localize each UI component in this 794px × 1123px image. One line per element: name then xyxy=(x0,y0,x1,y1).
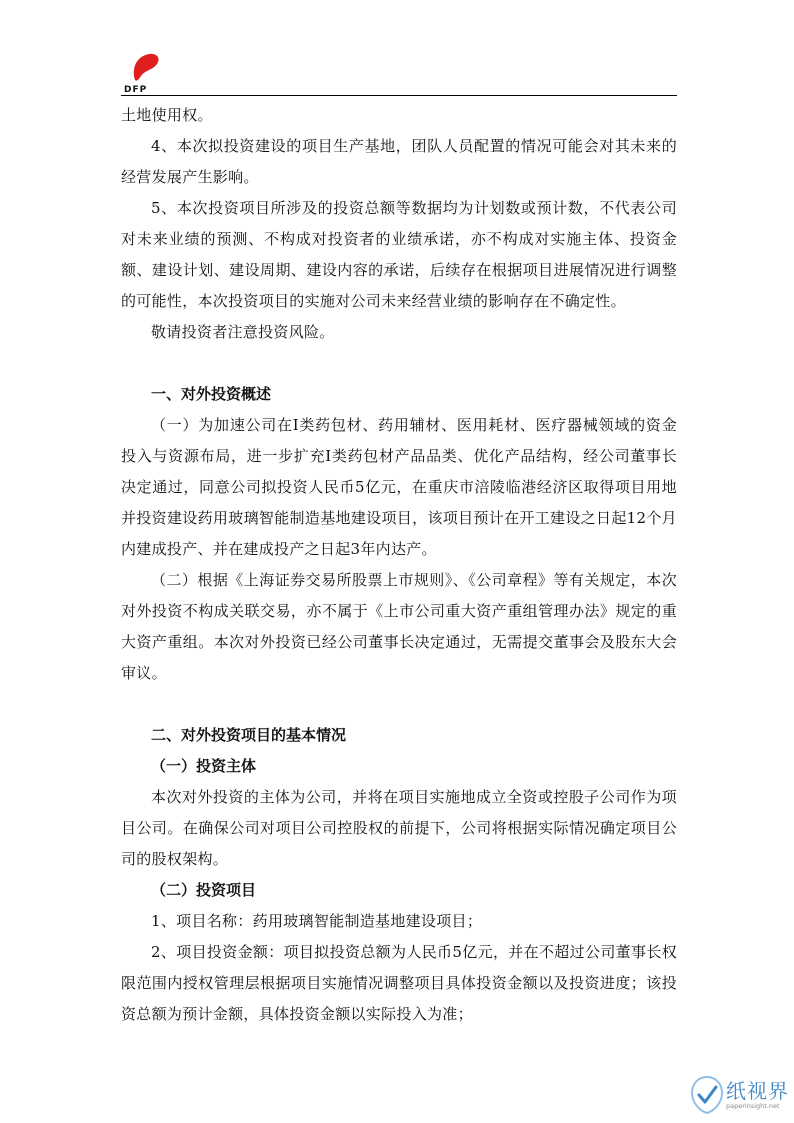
paragraph: 5、本次投资项目所涉及的投资总额等数据均为计划数或预计数，不代表公司对未来业绩的预测、不构成对投资者的业绩承诺，亦不构成对实施主体、投资金额、建设计划、建设周期、建设内容的承诺，后续存在根据项目进展情况进行调整的可能性，本次投资项目的实施对公司未来经营业绩的影响存在不确定性。 xyxy=(121,199,677,310)
paragraph: 敬请投资者注意投资风险。 xyxy=(151,323,335,341)
header-rule xyxy=(121,95,677,96)
paragraph: 2、项目投资金额：项目拟投资总额为人民币5亿元，并在不超过公司董事长权限范围内授权管理层根据项目实施情况调整项目具体投资金额以及投资进度；该投资总额为预计金额，具体投资金额以实际投入为准； xyxy=(121,943,677,1023)
section-heading: 二、对外投资项目的基本情况 xyxy=(151,726,347,744)
section-heading: 一、对外投资概述 xyxy=(151,385,272,403)
watermark-url: paperinsight.net xyxy=(726,1102,780,1110)
subsection-heading: （一）投资主体 xyxy=(151,757,257,775)
page-header xyxy=(121,50,677,96)
paragraph: （二）根据《上海证券交易所股票上市规则》、《公司章程》等有关规定，本次对外投资不构成关联交易，亦不属于《上市公司重大资产重组管理办法》规定的重大资产重组。本次对外投资已经公司董事长决定通过，无需提交董事会及股东大会审议。 xyxy=(121,571,677,682)
document-body xyxy=(121,100,677,1030)
subsection-heading: （二）投资项目 xyxy=(151,881,257,899)
paragraph: 本次对外投资的主体为公司，并将在项目实施地成立全资或控股子公司作为项目公司。在确保公司对项目公司控股权的前提下，公司将根据实际情况确定项目公司的股权架构。 xyxy=(121,788,677,868)
company-logo xyxy=(121,50,171,94)
paragraph: （一）为加速公司在Ⅰ类药包材、药用辅材、医用耗材、医疗器械领域的资金投入与资源布局，进一步扩充Ⅰ类药包材产品品类、优化产品结构，经公司董事长决定通过，同意公司拟投资人民币5亿元，在重庆市涪陵临港经济区取得项目用地并投资建设药用玻璃智能制造基地建设项目，该项目预计在开工建设之日起12个月内建成投产、并在建成投产之日起3年内达产。 xyxy=(121,416,677,558)
watermark xyxy=(690,1075,790,1115)
spacer xyxy=(121,689,677,720)
watermark-icon xyxy=(690,1075,724,1115)
logo-text: DFP xyxy=(124,85,148,94)
paragraph: 土地使用权。 xyxy=(121,106,213,124)
watermark-text: 纸视界 xyxy=(726,1079,789,1103)
paragraph: 1、项目名称：药用玻璃智能制造基地建设项目； xyxy=(151,912,483,930)
paragraph: 4、本次拟投资建设的项目生产基地，团队人员配置的情况可能会对其未来的经营发展产生影响。 xyxy=(121,137,677,186)
spacer xyxy=(121,348,677,379)
